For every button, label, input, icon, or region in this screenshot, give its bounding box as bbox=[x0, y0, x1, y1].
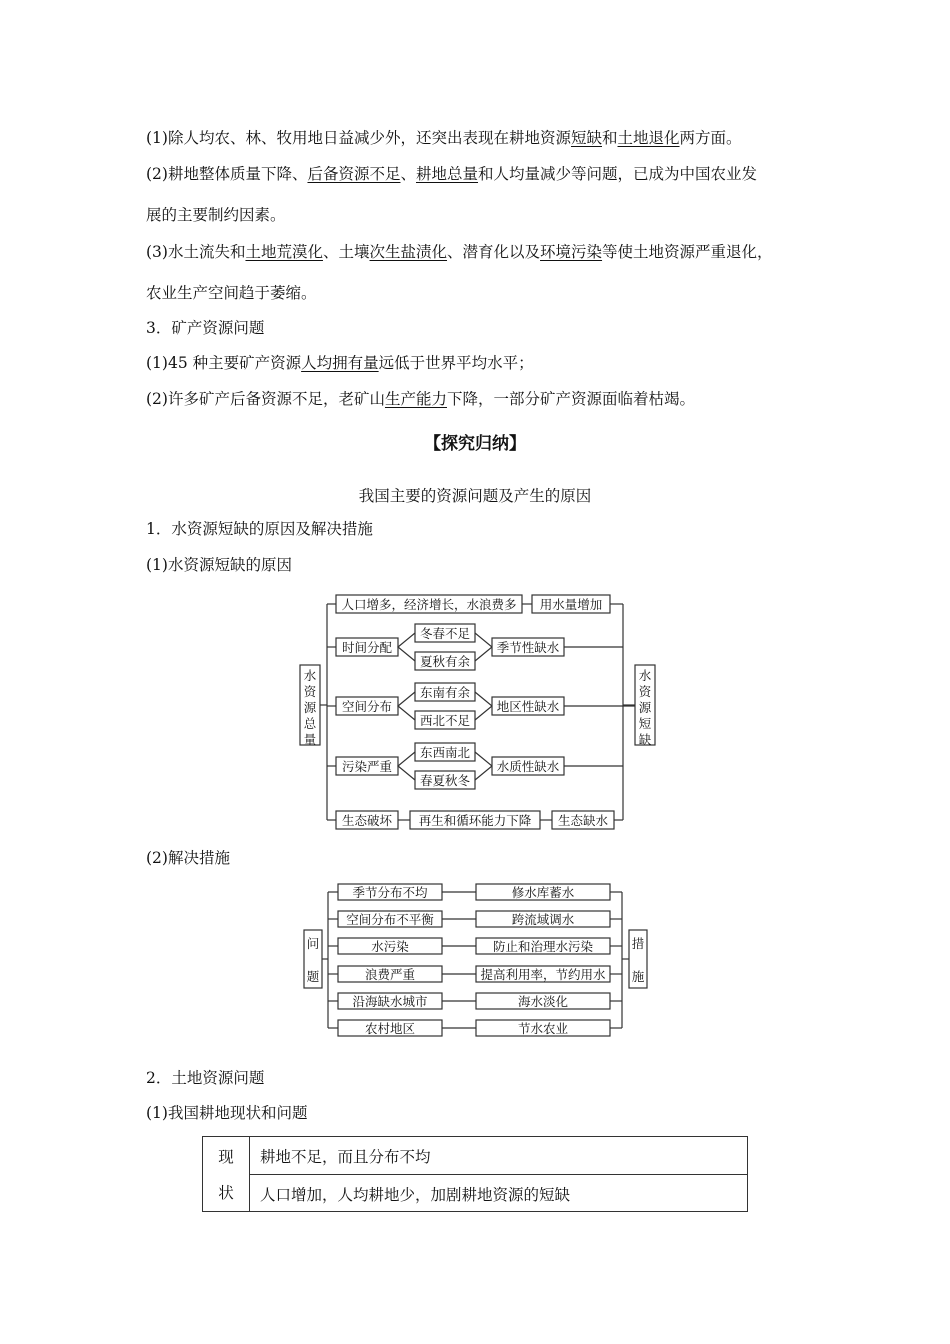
underlined-term: 短缺 bbox=[570, 129, 602, 147]
text: 两方面。 bbox=[679, 129, 742, 147]
problem-text: 空间分布不平衡 bbox=[346, 912, 434, 927]
land-problem-2 bbox=[146, 164, 757, 184]
mineral-problem-1 bbox=[146, 353, 534, 373]
table-row bbox=[250, 1175, 747, 1211]
underlined-term: 生产能力 bbox=[384, 390, 447, 408]
problem-text: 沿海缺水城市 bbox=[352, 994, 428, 1009]
left-char: 题 bbox=[306, 969, 320, 984]
text: 、土壤 bbox=[322, 243, 370, 261]
measure-title: (2)解决措施 bbox=[146, 849, 230, 867]
text: (3)水土流失和 bbox=[146, 243, 246, 261]
land-problem-2-cont: 展的主要制约因素。 bbox=[146, 206, 286, 224]
section-subtitle: 我国主要的资源问题及产生的原因 bbox=[358, 487, 592, 505]
text: 下降，一部分矿产资源面临着枯竭。 bbox=[446, 390, 695, 408]
measure-text: 跨流域调水 bbox=[511, 912, 575, 927]
underlined-term: 环境污染 bbox=[540, 243, 603, 261]
row4-b2-text: 春夏秋冬 bbox=[419, 773, 471, 788]
row3-a-text: 空间分布 bbox=[341, 699, 393, 714]
problem-text: 农村地区 bbox=[364, 1021, 416, 1036]
table-header-cell bbox=[203, 1137, 250, 1211]
text: 、 bbox=[400, 165, 416, 183]
right-char: 短 bbox=[638, 716, 652, 731]
underlined-term: 后备资源不足 bbox=[307, 165, 401, 183]
row3-c-text: 地区性缺水 bbox=[496, 699, 560, 714]
land-problem-3 bbox=[146, 242, 773, 262]
row5-a-text: 生态破坏 bbox=[341, 813, 393, 828]
text: (2)许多矿产后备资源不足，老矿山 bbox=[146, 390, 385, 408]
row2-b1-text: 冬春不足 bbox=[419, 626, 471, 641]
measure-rows bbox=[328, 884, 622, 1036]
right-char: 缺 bbox=[638, 732, 652, 747]
land-problem-1 bbox=[146, 128, 742, 148]
water-cause-diagram bbox=[290, 588, 670, 833]
left-char: 量 bbox=[303, 732, 317, 747]
table-header-char: 状 bbox=[218, 1184, 234, 1202]
left-char: 总 bbox=[303, 716, 317, 731]
problem-text: 季节分布不均 bbox=[352, 885, 428, 900]
left-char: 资 bbox=[303, 684, 317, 699]
water-title: 1．水资源短缺的原因及解决措施 bbox=[146, 520, 373, 538]
measure-text: 节水农业 bbox=[517, 1021, 569, 1036]
text: 和人均量减少等问题，已成为中国农业发 bbox=[478, 165, 758, 183]
measure-text: 海水淡化 bbox=[517, 994, 569, 1009]
farmland-table bbox=[202, 1136, 748, 1212]
right-char: 资 bbox=[638, 684, 652, 699]
table-header-char: 现 bbox=[218, 1148, 234, 1166]
right-char: 措 bbox=[631, 936, 645, 951]
row3-b2-text: 西北不足 bbox=[419, 713, 471, 728]
text: 和 bbox=[601, 129, 618, 147]
underlined-term: 人均拥有量 bbox=[301, 354, 379, 372]
table-cell: 人口增加，人均耕地少，加剧耕地资源的短缺 bbox=[260, 1186, 571, 1204]
row3-b1-text: 东南有余 bbox=[419, 685, 471, 700]
row4-a-text: 污染严重 bbox=[341, 759, 393, 774]
right-char: 施 bbox=[631, 969, 645, 984]
row2-c-text: 季节性缺水 bbox=[496, 640, 560, 655]
underlined-term: 耕地总量 bbox=[416, 165, 479, 183]
farmland-title: (1)我国耕地现状和问题 bbox=[146, 1104, 308, 1122]
underlined-term: 土地荒漠化 bbox=[245, 243, 323, 261]
water-measure-diagram bbox=[296, 878, 656, 1043]
right-char: 源 bbox=[638, 700, 652, 715]
right-char: 水 bbox=[638, 668, 652, 683]
underlined-term: 土地退化 bbox=[617, 129, 680, 147]
text: (1)45 种主要矿产资源 bbox=[146, 354, 302, 372]
measure-text: 提高利用率，节约用水 bbox=[480, 967, 606, 982]
left-char: 源 bbox=[303, 700, 317, 715]
left-char: 问 bbox=[306, 936, 320, 951]
row2-a-text: 时间分配 bbox=[341, 640, 393, 655]
row1-b-text: 用水量增加 bbox=[539, 597, 603, 612]
mineral-title: 3．矿产资源问题 bbox=[146, 319, 265, 337]
measure-text: 修水库蓄水 bbox=[511, 885, 575, 900]
row5-c-text: 生态缺水 bbox=[557, 813, 609, 828]
text: 、潜育化以及 bbox=[447, 243, 541, 261]
measure-text: 防止和治理水污染 bbox=[492, 939, 594, 954]
underlined-term: 次生盐渍化 bbox=[369, 243, 448, 261]
row4-b1-text: 东西南北 bbox=[419, 745, 471, 760]
text: (1)除人均农、林、牧用地日益减少外，还突出表现在耕地资源 bbox=[146, 129, 571, 147]
row4-c-text: 水质性缺水 bbox=[496, 759, 560, 774]
row1-a-text: 人口增多，经济增长，水浪费多 bbox=[341, 597, 517, 612]
row2-b2-text: 夏秋有余 bbox=[419, 654, 471, 669]
problem-text: 浪费严重 bbox=[364, 967, 416, 982]
section-heading: 【探究归纳】 bbox=[424, 434, 526, 454]
left-char: 水 bbox=[303, 668, 317, 683]
text: 远低于世界平均水平； bbox=[378, 354, 534, 372]
text: (2)耕地整体质量下降、 bbox=[146, 165, 308, 183]
mineral-problem-2 bbox=[146, 389, 695, 409]
table-cell: 耕地不足，而且分布不均 bbox=[260, 1148, 431, 1166]
land-title: 2．土地资源问题 bbox=[146, 1069, 265, 1087]
text: 等使土地资源严重退化， bbox=[602, 243, 773, 261]
problem-text: 水污染 bbox=[371, 939, 409, 954]
land-problem-3-cont: 农业生产空间趋于萎缩。 bbox=[146, 284, 317, 302]
row5-b-text: 再生和循环能力下降 bbox=[418, 813, 532, 828]
table-row bbox=[250, 1137, 747, 1175]
cause-title: (1)水资源短缺的原因 bbox=[146, 556, 292, 574]
